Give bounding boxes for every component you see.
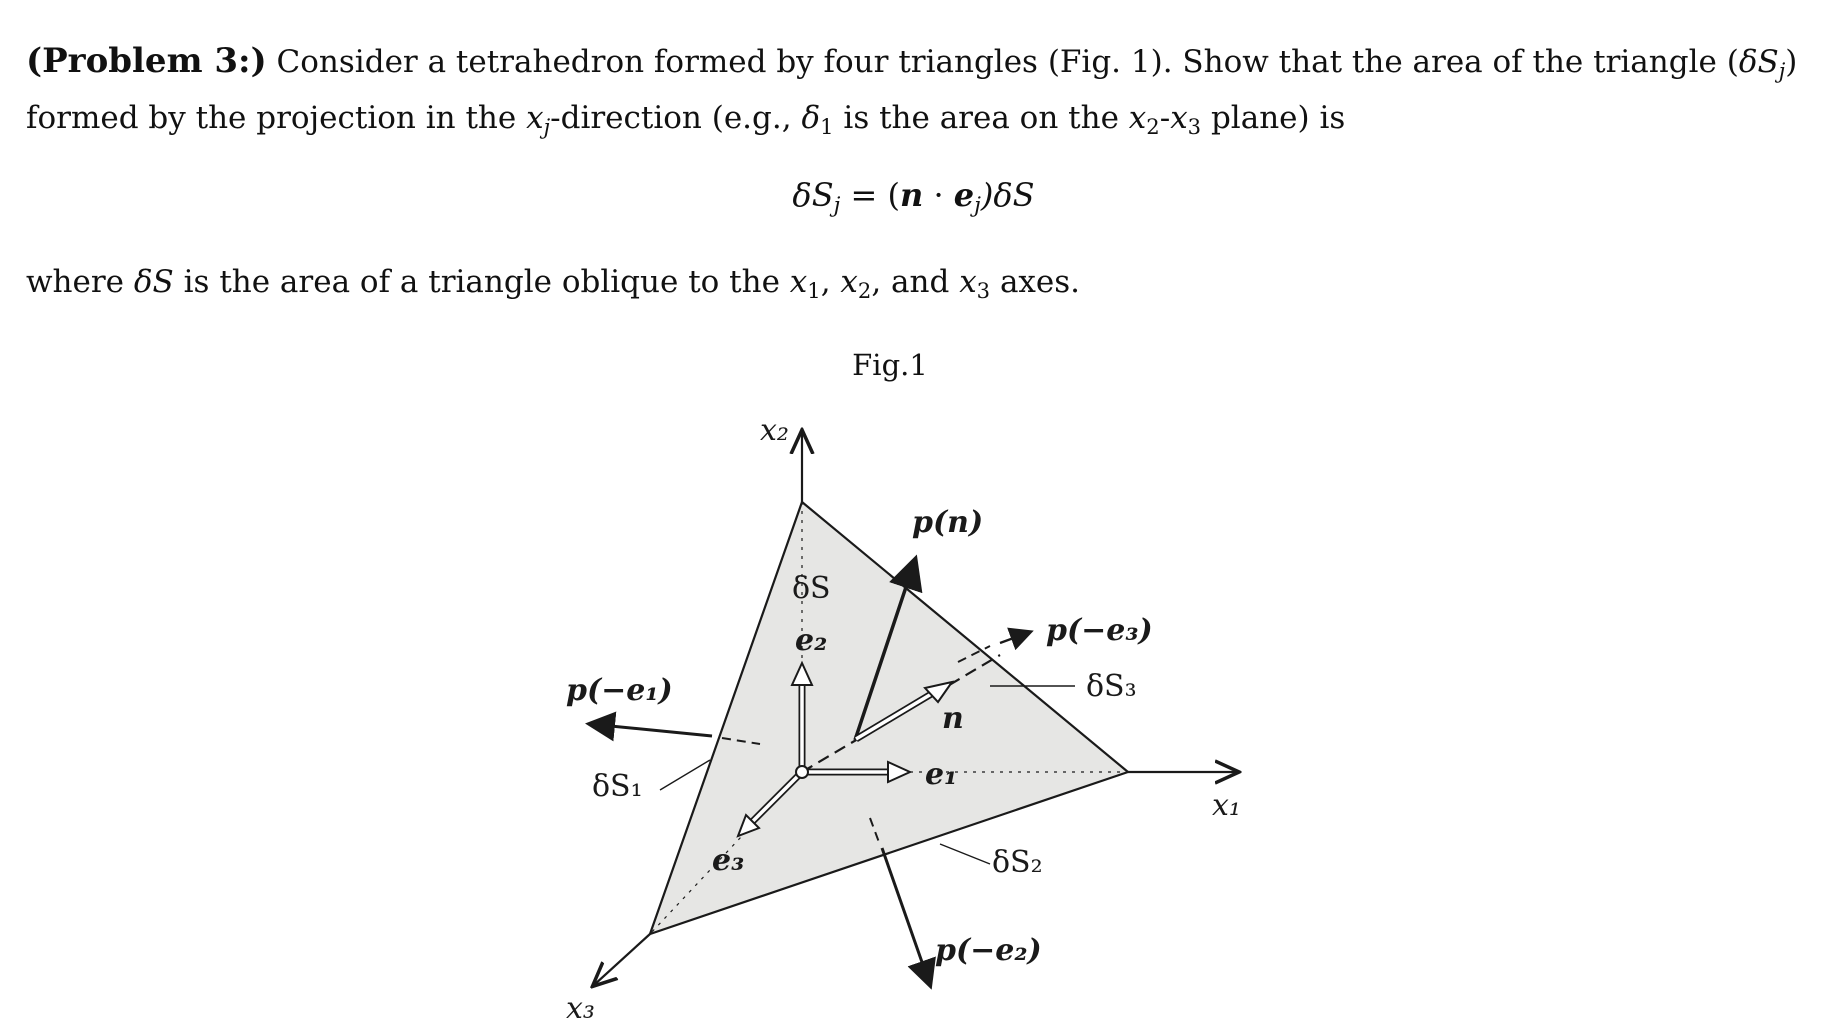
text-segment: plane) is [1201,100,1346,136]
close-paren: ) [1785,44,1798,80]
pe3-label: p(−e₃) [1046,613,1153,648]
pe2-label: p(−e₂) [935,933,1042,968]
dash: - [1159,100,1171,136]
delta-s-label: δS [792,571,831,606]
x-var: x [789,264,808,300]
delta-s-symbol: δS [133,264,174,300]
pn-label: p(n) [912,505,984,540]
subscript-j: j [543,113,551,139]
comma: , [820,264,841,300]
delta-s2-label: δS₂ [992,845,1043,880]
subscript-2: 2 [1146,113,1160,139]
text-segment: is the area on the [833,100,1129,136]
eq-e-sub: j [974,193,981,219]
subscript-3: 3 [976,277,991,303]
eq-dot: · [923,176,954,214]
delta-symbol: δ [801,100,821,136]
leader-ds2 [940,844,990,864]
eq-lhs: δS [792,176,834,214]
x-var: x [1128,100,1147,136]
x-var: x [840,264,858,300]
text-segment: axes. [990,264,1081,300]
x3-axis [594,934,650,985]
subscript-3: 3 [1187,113,1202,139]
subscript-1: 1 [820,113,834,139]
x-var: x [526,100,544,136]
x-var: x [959,264,977,300]
n-label: n [942,701,964,736]
x1-label: x₁ [1212,788,1241,823]
eq-rhs: )δS [980,176,1035,214]
text-segment: formed by the projection in the [26,100,527,136]
traction-pe2-arrow [882,848,930,985]
subscript-1: 1 [807,277,821,303]
text-segment: where [26,264,134,300]
origin-point [796,766,808,778]
e2-label: e₂ [795,623,828,658]
eq-e: e [953,176,975,214]
e1-label: e₁ [925,757,958,792]
traction-pe3-arrow [1000,632,1030,643]
problem-statement-text: Consider a tetrahedron formed by four triangles (Fig. 1). Show that the area of the triangle ( [276,44,1739,80]
subscript-2: 2 [857,277,872,303]
x3-label: x₃ [566,991,595,1026]
eq-lhs-sub: j [833,193,841,219]
x2-label: x₂ [760,413,789,448]
eq-n: n [900,176,924,214]
e3-label: e₃ [712,843,745,878]
delta-s-symbol: δS [1738,44,1779,80]
x-var: x [1170,100,1188,136]
and-text: , and [871,264,960,300]
traction-pe1-arrow [590,724,712,736]
subscript-j: j [1778,57,1786,83]
delta-s1-label: δS₁ [592,769,643,804]
text-segment: is the area of a triangle oblique to the [173,264,790,300]
eq-equals: = ( [840,176,900,214]
problem-heading: (Problem 3:) [26,41,267,81]
pe1-label: p(−e₁) [566,673,673,708]
figure-title: Fig.1 [852,348,928,382]
delta-s3-label: δS₃ [1086,669,1137,704]
text-segment: -direction (e.g., [550,100,802,136]
